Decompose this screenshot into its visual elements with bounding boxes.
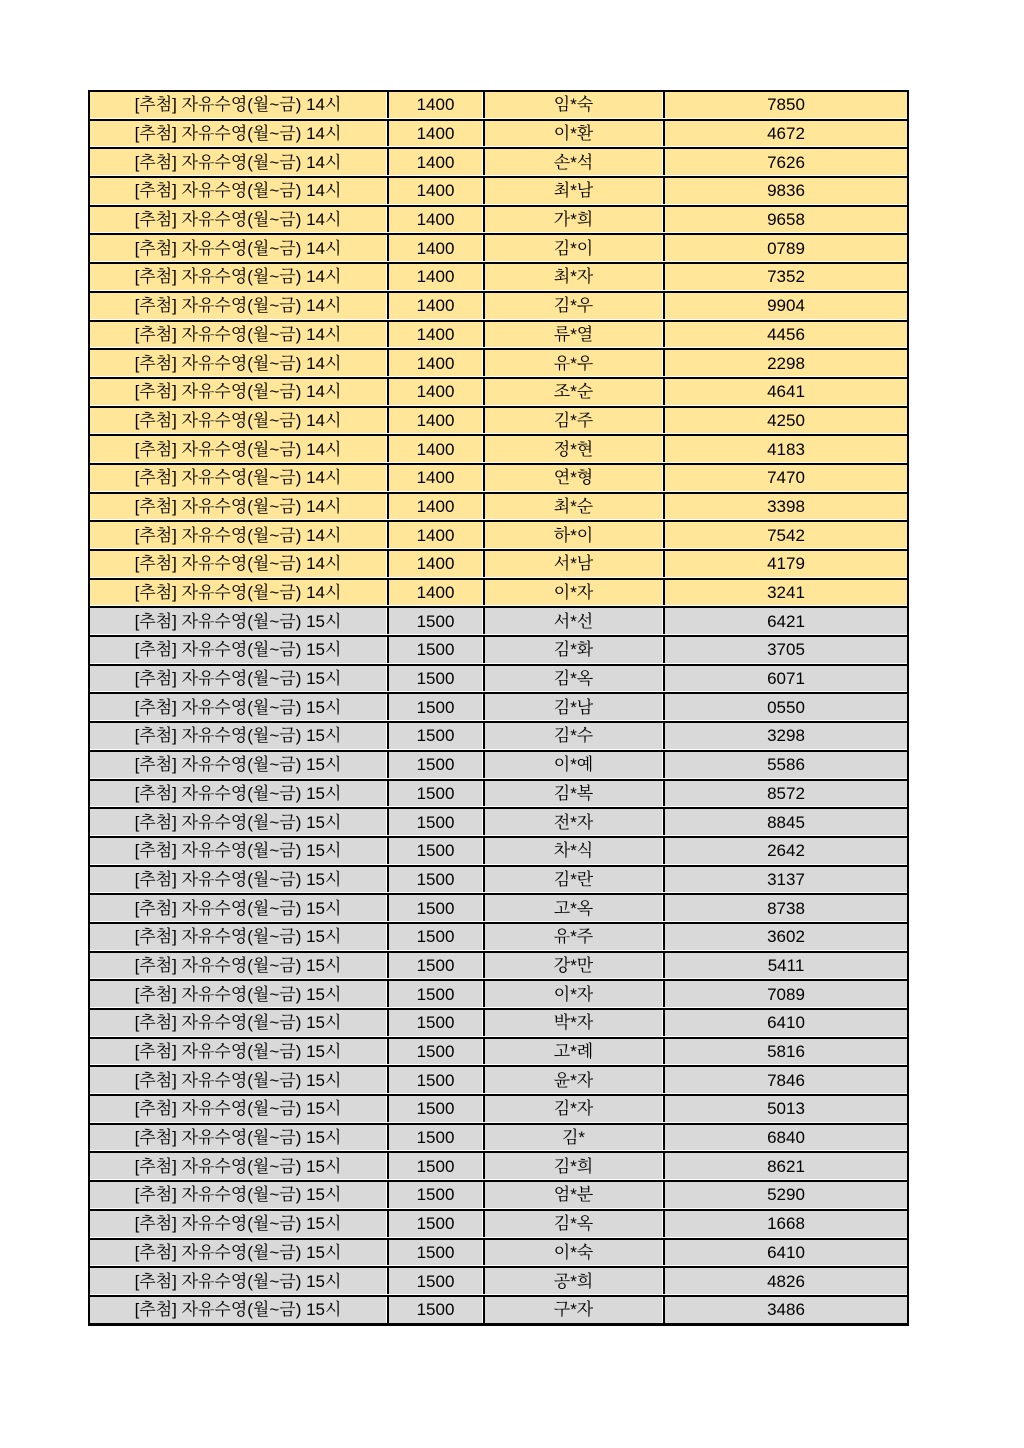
program-name-cell: [추첨] 자유수영(월~금) 15시 bbox=[90, 1297, 386, 1323]
time-code-cell: 1400 bbox=[387, 494, 482, 520]
lottery-number-cell: 3241 bbox=[663, 580, 907, 606]
lottery-number-cell: 6421 bbox=[663, 608, 907, 634]
program-name-cell: [추첨] 자유수영(월~금) 15시 bbox=[90, 666, 386, 692]
table-row bbox=[90, 205, 907, 233]
time-code-cell: 1400 bbox=[387, 92, 482, 118]
table-row bbox=[90, 1037, 907, 1065]
time-code-cell: 1400 bbox=[387, 178, 482, 204]
lottery-number-cell: 8738 bbox=[663, 895, 907, 921]
time-code-cell: 1500 bbox=[387, 1067, 482, 1093]
lottery-number-cell: 8572 bbox=[663, 781, 907, 807]
table-row bbox=[90, 779, 907, 807]
participant-name-cell: 전*자 bbox=[483, 809, 662, 835]
program-name-cell: [추첨] 자유수영(월~금) 15시 bbox=[90, 895, 386, 921]
participant-name-cell: 강*만 bbox=[483, 953, 662, 979]
time-code-cell: 1500 bbox=[387, 1153, 482, 1179]
program-name-cell: [추첨] 자유수영(월~금) 14시 bbox=[90, 264, 386, 290]
participant-name-cell: 손*석 bbox=[483, 149, 662, 175]
participant-name-cell: 김*란 bbox=[483, 867, 662, 893]
program-name-cell: [추첨] 자유수영(월~금) 14시 bbox=[90, 522, 386, 548]
time-code-cell: 1500 bbox=[387, 809, 482, 835]
lottery-number-cell: 4179 bbox=[663, 551, 907, 577]
table-row bbox=[90, 320, 907, 348]
lottery-number-cell: 5290 bbox=[663, 1182, 907, 1208]
program-name-cell: [추첨] 자유수영(월~금) 15시 bbox=[90, 1153, 386, 1179]
program-name-cell: [추첨] 자유수영(월~금) 15시 bbox=[90, 953, 386, 979]
table-row bbox=[90, 463, 907, 491]
program-name-cell: [추첨] 자유수영(월~금) 14시 bbox=[90, 408, 386, 434]
participant-name-cell: 공*희 bbox=[483, 1268, 662, 1294]
participant-name-cell: 류*열 bbox=[483, 322, 662, 348]
program-name-cell: [추첨] 자유수영(월~금) 14시 bbox=[90, 350, 386, 376]
participant-name-cell: 김*옥 bbox=[483, 1211, 662, 1237]
participant-name-cell: 김*수 bbox=[483, 723, 662, 749]
table-row bbox=[90, 291, 907, 319]
time-code-cell: 1400 bbox=[387, 408, 482, 434]
participant-name-cell: 임*숙 bbox=[483, 92, 662, 118]
table-row bbox=[90, 836, 907, 864]
program-name-cell: [추첨] 자유수영(월~금) 15시 bbox=[90, 608, 386, 634]
program-name-cell: [추첨] 자유수영(월~금) 15시 bbox=[90, 1096, 386, 1122]
lottery-number-cell: 5013 bbox=[663, 1096, 907, 1122]
time-code-cell: 1500 bbox=[387, 694, 482, 720]
participant-name-cell: 김*주 bbox=[483, 408, 662, 434]
program-name-cell: [추첨] 자유수영(월~금) 14시 bbox=[90, 92, 386, 118]
lottery-number-cell: 8621 bbox=[663, 1153, 907, 1179]
participant-name-cell: 최*자 bbox=[483, 264, 662, 290]
lottery-number-cell: 4183 bbox=[663, 436, 907, 462]
participant-name-cell: 유*주 bbox=[483, 924, 662, 950]
time-code-cell: 1400 bbox=[387, 121, 482, 147]
lottery-number-cell: 3486 bbox=[663, 1297, 907, 1323]
lottery-number-cell: 7850 bbox=[663, 92, 907, 118]
program-name-cell: [추첨] 자유수영(월~금) 15시 bbox=[90, 1010, 386, 1036]
program-name-cell: [추첨] 자유수영(월~금) 15시 bbox=[90, 1125, 386, 1151]
program-name-cell: [추첨] 자유수영(월~금) 15시 bbox=[90, 723, 386, 749]
table-row bbox=[90, 578, 907, 606]
participant-name-cell: 이*숙 bbox=[483, 1240, 662, 1266]
time-code-cell: 1500 bbox=[387, 867, 482, 893]
lottery-number-cell: 6071 bbox=[663, 666, 907, 692]
program-name-cell: [추첨] 자유수영(월~금) 14시 bbox=[90, 494, 386, 520]
time-code-cell: 1500 bbox=[387, 895, 482, 921]
table-row bbox=[90, 922, 907, 950]
table-row bbox=[90, 119, 907, 147]
program-name-cell: [추첨] 자유수영(월~금) 14시 bbox=[90, 149, 386, 175]
time-code-cell: 1400 bbox=[387, 465, 482, 491]
program-name-cell: [추첨] 자유수영(월~금) 14시 bbox=[90, 178, 386, 204]
time-code-cell: 1500 bbox=[387, 924, 482, 950]
time-code-cell: 1500 bbox=[387, 1039, 482, 1065]
table-row bbox=[90, 520, 907, 548]
lottery-number-cell: 9904 bbox=[663, 293, 907, 319]
participant-name-cell: 가*희 bbox=[483, 207, 662, 233]
time-code-cell: 1400 bbox=[387, 436, 482, 462]
lottery-number-cell: 3602 bbox=[663, 924, 907, 950]
table-row bbox=[90, 1266, 907, 1294]
program-name-cell: [추첨] 자유수영(월~금) 14시 bbox=[90, 465, 386, 491]
participant-name-cell: 김*희 bbox=[483, 1153, 662, 1179]
lottery-number-cell: 6840 bbox=[663, 1125, 907, 1151]
lottery-number-cell: 2298 bbox=[663, 350, 907, 376]
table-row bbox=[90, 233, 907, 261]
program-name-cell: [추첨] 자유수영(월~금) 15시 bbox=[90, 838, 386, 864]
table-row bbox=[90, 951, 907, 979]
time-code-cell: 1400 bbox=[387, 149, 482, 175]
time-code-cell: 1500 bbox=[387, 723, 482, 749]
participant-name-cell: 서*남 bbox=[483, 551, 662, 577]
program-name-cell: [추첨] 자유수영(월~금) 15시 bbox=[90, 1039, 386, 1065]
time-code-cell: 1500 bbox=[387, 838, 482, 864]
table-row bbox=[90, 348, 907, 376]
table-row bbox=[90, 549, 907, 577]
time-code-cell: 1400 bbox=[387, 522, 482, 548]
table-row bbox=[90, 979, 907, 1007]
lottery-number-cell: 0789 bbox=[663, 235, 907, 261]
lottery-number-cell: 0550 bbox=[663, 694, 907, 720]
lottery-number-cell: 1668 bbox=[663, 1211, 907, 1237]
participant-name-cell: 박*자 bbox=[483, 1010, 662, 1036]
table-row bbox=[90, 750, 907, 778]
program-name-cell: [추첨] 자유수영(월~금) 14시 bbox=[90, 293, 386, 319]
table-row bbox=[90, 606, 907, 634]
lottery-number-cell: 8845 bbox=[663, 809, 907, 835]
time-code-cell: 1500 bbox=[387, 1268, 482, 1294]
program-name-cell: [추첨] 자유수영(월~금) 15시 bbox=[90, 781, 386, 807]
participant-name-cell: 김* bbox=[483, 1125, 662, 1151]
program-name-cell: [추첨] 자유수영(월~금) 14시 bbox=[90, 436, 386, 462]
time-code-cell: 1500 bbox=[387, 1211, 482, 1237]
time-code-cell: 1400 bbox=[387, 379, 482, 405]
participant-name-cell: 구*자 bbox=[483, 1297, 662, 1323]
participant-name-cell: 하*이 bbox=[483, 522, 662, 548]
program-name-cell: [추첨] 자유수영(월~금) 15시 bbox=[90, 867, 386, 893]
participant-name-cell: 김*복 bbox=[483, 781, 662, 807]
participant-name-cell: 엄*분 bbox=[483, 1182, 662, 1208]
lottery-number-cell: 9658 bbox=[663, 207, 907, 233]
time-code-cell: 1500 bbox=[387, 1096, 482, 1122]
time-code-cell: 1500 bbox=[387, 608, 482, 634]
table-row bbox=[90, 721, 907, 749]
table-row bbox=[90, 1123, 907, 1151]
table-row bbox=[90, 1295, 907, 1323]
time-code-cell: 1500 bbox=[387, 1010, 482, 1036]
time-code-cell: 1500 bbox=[387, 637, 482, 663]
time-code-cell: 1500 bbox=[387, 752, 482, 778]
table-row bbox=[90, 1008, 907, 1036]
table-row bbox=[90, 377, 907, 405]
program-name-cell: [추첨] 자유수영(월~금) 14시 bbox=[90, 235, 386, 261]
table-row bbox=[90, 865, 907, 893]
program-name-cell: [추첨] 자유수영(월~금) 15시 bbox=[90, 1211, 386, 1237]
lottery-number-cell: 5816 bbox=[663, 1039, 907, 1065]
program-name-cell: [추첨] 자유수영(월~금) 15시 bbox=[90, 1067, 386, 1093]
table-row bbox=[90, 1180, 907, 1208]
lottery-number-cell: 7352 bbox=[663, 264, 907, 290]
time-code-cell: 1400 bbox=[387, 580, 482, 606]
lottery-number-cell: 9836 bbox=[663, 178, 907, 204]
program-name-cell: [추첨] 자유수영(월~금) 15시 bbox=[90, 694, 386, 720]
table-row bbox=[90, 1209, 907, 1237]
participant-name-cell: 윤*자 bbox=[483, 1067, 662, 1093]
lottery-number-cell: 4826 bbox=[663, 1268, 907, 1294]
participant-name-cell: 연*형 bbox=[483, 465, 662, 491]
participant-name-cell: 김*우 bbox=[483, 293, 662, 319]
time-code-cell: 1500 bbox=[387, 981, 482, 1007]
lottery-number-cell: 7470 bbox=[663, 465, 907, 491]
table-row bbox=[90, 492, 907, 520]
participant-name-cell: 유*우 bbox=[483, 350, 662, 376]
lottery-number-cell: 4641 bbox=[663, 379, 907, 405]
time-code-cell: 1500 bbox=[387, 1297, 482, 1323]
lottery-number-cell: 7542 bbox=[663, 522, 907, 548]
lottery-number-cell: 7089 bbox=[663, 981, 907, 1007]
program-name-cell: [추첨] 자유수영(월~금) 15시 bbox=[90, 637, 386, 663]
table-row bbox=[90, 406, 907, 434]
time-code-cell: 1500 bbox=[387, 1240, 482, 1266]
participant-name-cell: 이*자 bbox=[483, 580, 662, 606]
time-code-cell: 1500 bbox=[387, 1125, 482, 1151]
time-code-cell: 1400 bbox=[387, 350, 482, 376]
participant-name-cell: 최*순 bbox=[483, 494, 662, 520]
participant-name-cell: 김*남 bbox=[483, 694, 662, 720]
program-name-cell: [추첨] 자유수영(월~금) 14시 bbox=[90, 580, 386, 606]
program-name-cell: [추첨] 자유수영(월~금) 15시 bbox=[90, 981, 386, 1007]
time-code-cell: 1400 bbox=[387, 293, 482, 319]
time-code-cell: 1500 bbox=[387, 666, 482, 692]
lottery-number-cell: 7626 bbox=[663, 149, 907, 175]
time-code-cell: 1500 bbox=[387, 1182, 482, 1208]
program-name-cell: [추첨] 자유수영(월~금) 14시 bbox=[90, 207, 386, 233]
participant-name-cell: 김*이 bbox=[483, 235, 662, 261]
program-name-cell: [추첨] 자유수영(월~금) 15시 bbox=[90, 1240, 386, 1266]
participant-name-cell: 고*옥 bbox=[483, 895, 662, 921]
program-name-cell: [추첨] 자유수영(월~금) 15시 bbox=[90, 924, 386, 950]
table-row bbox=[90, 664, 907, 692]
lottery-number-cell: 3137 bbox=[663, 867, 907, 893]
program-name-cell: [추첨] 자유수영(월~금) 15시 bbox=[90, 752, 386, 778]
lottery-number-cell: 6410 bbox=[663, 1010, 907, 1036]
table-row bbox=[90, 262, 907, 290]
program-name-cell: [추첨] 자유수영(월~금) 15시 bbox=[90, 1268, 386, 1294]
participant-name-cell: 차*식 bbox=[483, 838, 662, 864]
table-row bbox=[90, 1238, 907, 1266]
participant-name-cell: 조*순 bbox=[483, 379, 662, 405]
table-row bbox=[90, 635, 907, 663]
time-code-cell: 1500 bbox=[387, 953, 482, 979]
participant-name-cell: 이*자 bbox=[483, 981, 662, 1007]
time-code-cell: 1400 bbox=[387, 322, 482, 348]
lottery-number-cell: 7846 bbox=[663, 1067, 907, 1093]
program-name-cell: [추첨] 자유수영(월~금) 14시 bbox=[90, 379, 386, 405]
lottery-number-cell: 3705 bbox=[663, 637, 907, 663]
table-row bbox=[90, 1151, 907, 1179]
table-row bbox=[90, 90, 907, 118]
table-row bbox=[90, 692, 907, 720]
lottery-results-table bbox=[88, 90, 909, 1326]
lottery-number-cell: 5411 bbox=[663, 953, 907, 979]
participant-name-cell: 김*화 bbox=[483, 637, 662, 663]
program-name-cell: [추첨] 자유수영(월~금) 14시 bbox=[90, 121, 386, 147]
time-code-cell: 1400 bbox=[387, 207, 482, 233]
participant-name-cell: 이*환 bbox=[483, 121, 662, 147]
lottery-number-cell: 4456 bbox=[663, 322, 907, 348]
program-name-cell: [추첨] 자유수영(월~금) 14시 bbox=[90, 322, 386, 348]
lottery-number-cell: 3298 bbox=[663, 723, 907, 749]
table-row bbox=[90, 147, 907, 175]
lottery-number-cell: 6410 bbox=[663, 1240, 907, 1266]
time-code-cell: 1400 bbox=[387, 264, 482, 290]
table-row bbox=[90, 1094, 907, 1122]
lottery-number-cell: 5586 bbox=[663, 752, 907, 778]
lottery-number-cell: 4672 bbox=[663, 121, 907, 147]
lottery-number-cell: 2642 bbox=[663, 838, 907, 864]
participant-name-cell: 정*현 bbox=[483, 436, 662, 462]
participant-name-cell: 이*예 bbox=[483, 752, 662, 778]
time-code-cell: 1400 bbox=[387, 235, 482, 261]
participant-name-cell: 고*례 bbox=[483, 1039, 662, 1065]
program-name-cell: [추첨] 자유수영(월~금) 14시 bbox=[90, 551, 386, 577]
table-row bbox=[90, 1065, 907, 1093]
table-row bbox=[90, 893, 907, 921]
participant-name-cell: 서*선 bbox=[483, 608, 662, 634]
participant-name-cell: 김*옥 bbox=[483, 666, 662, 692]
table-row bbox=[90, 807, 907, 835]
time-code-cell: 1400 bbox=[387, 551, 482, 577]
program-name-cell: [추첨] 자유수영(월~금) 15시 bbox=[90, 1182, 386, 1208]
participant-name-cell: 최*남 bbox=[483, 178, 662, 204]
time-code-cell: 1500 bbox=[387, 781, 482, 807]
lottery-number-cell: 3398 bbox=[663, 494, 907, 520]
program-name-cell: [추첨] 자유수영(월~금) 15시 bbox=[90, 809, 386, 835]
lottery-number-cell: 4250 bbox=[663, 408, 907, 434]
table-row bbox=[90, 176, 907, 204]
table-row bbox=[90, 434, 907, 462]
participant-name-cell: 김*자 bbox=[483, 1096, 662, 1122]
